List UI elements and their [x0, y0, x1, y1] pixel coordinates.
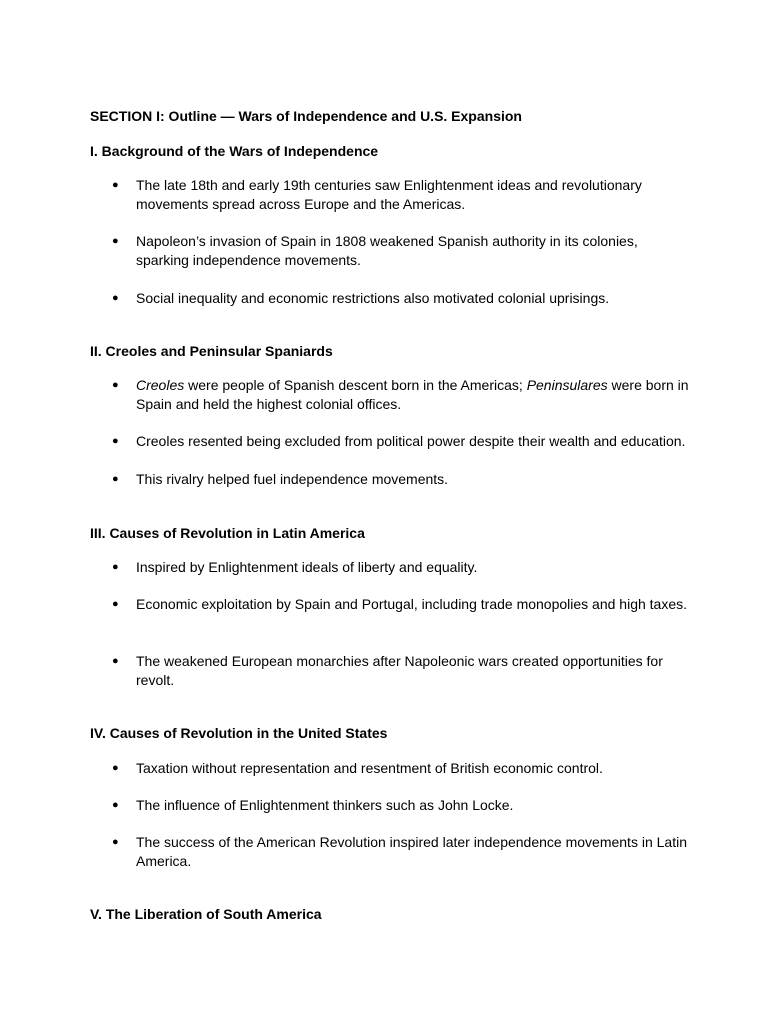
bullet-icon: ● — [112, 292, 119, 304]
list-item — [112, 289, 692, 308]
document-title: SECTION I: Outline — Wars of Independence and U.S. Expansion — [90, 108, 522, 124]
text-segment: were born in Spain and held the highest colonial offices. — [136, 377, 689, 412]
list-item — [112, 376, 692, 414]
list-item-text: Napoleon’s invasion of Spain in 1808 weakened Spanish authority in its colonies, sparking independence movements. — [136, 233, 638, 268]
list-item — [112, 432, 692, 451]
list-item — [112, 652, 692, 690]
list-item — [112, 833, 692, 871]
list-item-text: Social inequality and economic restrictions also motivated colonial uprisings. — [136, 290, 610, 306]
list-item-text — [136, 376, 692, 414]
list-item — [112, 595, 692, 614]
bullet-icon: ● — [112, 235, 119, 247]
list-item — [112, 796, 692, 815]
section-heading-4: IV. Causes of Revolution in the United States — [90, 725, 388, 741]
term-peninsulares: Peninsulares — [526, 377, 608, 393]
list-item-text: The late 18th and early 19th centuries saw Enlightenment ideas and revolutionary movements spread across Europe and the Americas. — [136, 177, 642, 212]
list-item-text: This rivalry helped fuel independence movements. — [136, 471, 449, 487]
text-segment: were people of Spanish descent born in the Americas; — [184, 377, 527, 393]
bullet-icon: ● — [112, 473, 119, 485]
list-item-text: The influence of Enlightenment thinkers such as John Locke. — [136, 797, 514, 813]
bullet-icon: ● — [112, 799, 119, 811]
list-item — [112, 759, 692, 778]
list-item-text: The success of the American Revolution inspired later independence movements in Latin America. — [136, 834, 687, 869]
section-heading-1: I. Background of the Wars of Independence — [90, 143, 379, 159]
list-item — [112, 558, 692, 577]
list-item — [112, 176, 692, 214]
list-item-text: Economic exploitation by Spain and Portugal, including trade monopolies and high taxes. — [136, 596, 688, 612]
section-heading-3: III. Causes of Revolution in Latin America — [90, 525, 365, 541]
list-item-text: Creoles resented being excluded from political power despite their wealth and education. — [136, 433, 686, 449]
bullet-icon: ● — [112, 655, 119, 667]
bullet-icon: ● — [112, 179, 119, 191]
section-heading-5: V. The Liberation of South America — [90, 906, 322, 922]
list-item-text: The weakened European monarchies after Napoleonic wars created opportunities for revolt. — [136, 653, 663, 688]
bullet-icon: ● — [112, 561, 119, 573]
bullet-icon: ● — [112, 598, 119, 610]
list-item — [112, 470, 692, 489]
list-item — [112, 232, 692, 270]
term-creoles: Creoles — [136, 377, 185, 393]
bullet-icon: ● — [112, 435, 119, 447]
bullet-icon: ● — [112, 836, 119, 848]
bullet-icon: ● — [112, 762, 119, 774]
list-item-text: Taxation without representation and resentment of British economic control. — [136, 760, 603, 776]
bullet-icon: ● — [112, 379, 119, 391]
section-heading-2: II. Creoles and Peninsular Spaniards — [90, 343, 333, 359]
list-item-text: Inspired by Enlightenment ideals of liberty and equality. — [136, 559, 478, 575]
